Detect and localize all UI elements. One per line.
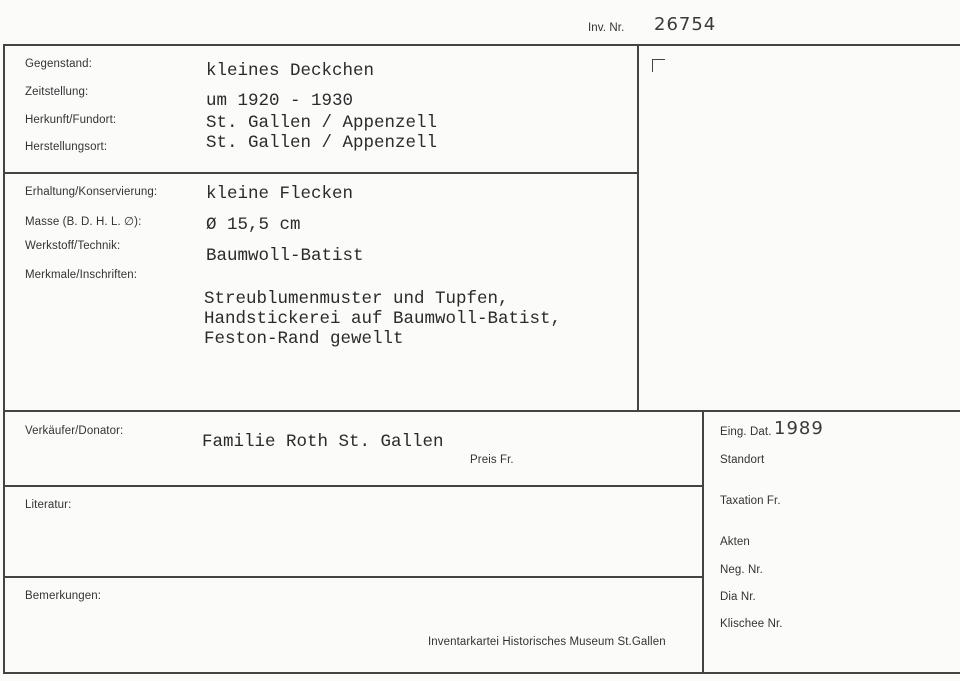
label-gegenstand: Gegenstand: [25,58,92,70]
label-herkunft: Herkunft/Fundort: [25,114,117,126]
description-line: Feston-Rand gewellt [204,329,404,349]
label-dia-nr: Dia Nr. [720,591,756,603]
value-zeitstellung: um 1920 - 1930 [206,91,354,111]
value-eing-dat: 1989 [774,418,824,439]
label-akten: Akten [720,536,750,548]
label-zeitstellung: Zeitstellung: [25,86,89,98]
label-bemerkungen: Bemerkungen: [25,590,101,602]
right-column-divider [702,410,704,674]
left-border [3,44,5,674]
label-literatur: Literatur: [25,499,72,511]
label-preis: Preis Fr. [470,454,514,466]
value-gegenstand: kleines Deckchen [206,61,375,81]
section2-rule [4,410,960,412]
inv-nr-label: Inv. Nr. [588,22,625,34]
value-erhaltung: kleine Flecken [206,184,354,204]
label-erhaltung: Erhaltung/Konservierung: [25,186,158,198]
label-klischee-nr: Klischee Nr. [720,618,783,630]
value-werkstoff: Baumwoll-Batist [206,246,364,266]
label-standort: Standort [720,454,765,466]
value-herstellungsort: St. Gallen / Appenzell [206,133,438,153]
footer-caption: Inventarkartei Historisches Museum St.Gallen [428,636,666,648]
donor-rule [4,485,703,487]
literature-rule [4,576,703,578]
label-werkstoff: Werkstoff/Technik: [25,240,121,252]
bottom-rule [4,672,960,674]
label-eing-dat: Eing. Dat. [720,426,772,438]
label-donator: Verkäufer/Donator: [25,425,124,437]
label-merkmale: Merkmale/Inschriften: [25,269,138,281]
label-herstellungsort: Herstellungsort: [25,141,108,153]
corner-mark [652,59,665,72]
label-taxation: Taxation Fr. [720,495,781,507]
section1-rule [4,172,638,174]
value-masse: Ø 15,5 cm [206,215,301,235]
value-donator: Familie Roth St. Gallen [202,432,444,452]
label-masse: Masse (B. D. H. L. ∅): [25,216,142,228]
value-herkunft: St. Gallen / Appenzell [206,113,438,133]
description-line: Handstickerei auf Baumwoll-Batist, [204,309,562,329]
inv-nr-value: 26754 [654,14,717,35]
middle-divider [637,44,639,411]
top-rule [4,44,960,46]
description-line: Streublumenmuster und Tupfen, [204,289,509,309]
label-neg-nr: Neg. Nr. [720,564,763,576]
